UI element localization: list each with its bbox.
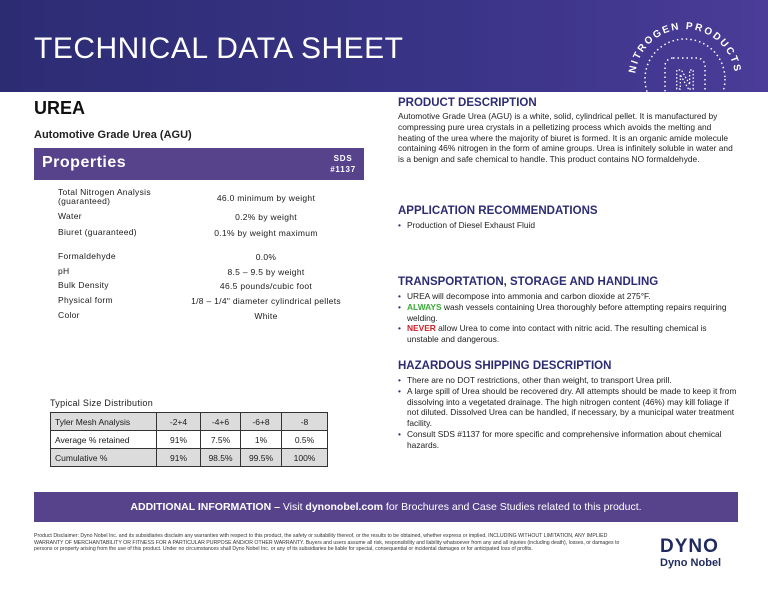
section-heading: PRODUCT DESCRIPTION xyxy=(398,97,537,109)
list-item: • There are no DOT restrictions, other than weight, to transport Urea prill. xyxy=(398,375,738,386)
always-emphasis: ALWAYS xyxy=(407,301,442,312)
property-value: White xyxy=(254,311,278,321)
list-item: • UREA will decompose into ammonia and carbon dioxide at 275°F. xyxy=(398,291,738,302)
table-cell: 0.5% xyxy=(282,431,328,449)
properties-bar xyxy=(34,148,364,180)
seal-arc-text: NITROGEN PRODUCTS xyxy=(627,20,743,75)
section-heading: HAZARDOUS SHIPPING DESCRIPTION xyxy=(398,360,612,372)
hazardous-list xyxy=(398,375,738,451)
list-item-text: wash vessels containing Urea thoroughly before attempting repairs requiring welding. xyxy=(407,301,727,323)
table-cell: 91% xyxy=(157,431,201,449)
section-heading: TRANSPORTATION, STORAGE AND HANDLING xyxy=(398,276,659,288)
table-cell: 7.5% xyxy=(201,431,241,449)
table-row xyxy=(51,431,328,449)
table-cell: 98.5% xyxy=(201,449,241,467)
additional-info-bar xyxy=(34,492,738,522)
property-value: 46.5 pounds/cubic foot xyxy=(219,281,313,291)
table-header-cell: -4+6 xyxy=(201,413,241,431)
list-item: • Consult SDS #1137 for more specific and comprehensive information about chemical hazards. xyxy=(398,429,738,451)
table-header-cell: Tyler Mesh Analysis xyxy=(51,413,157,431)
page-title: TECHNICAL DATA SHEET xyxy=(34,32,404,65)
additional-info-post: for Brochures and Case Studies related to this product. xyxy=(383,501,642,513)
property-label: pH xyxy=(58,266,70,276)
transport-list xyxy=(398,291,738,345)
property-value: 8.5 – 9.5 by weight xyxy=(227,267,305,277)
table-row xyxy=(51,449,328,467)
never-emphasis: NEVER xyxy=(407,323,436,334)
product-description-section xyxy=(398,97,738,165)
application-section xyxy=(398,205,738,231)
property-label: Color xyxy=(58,310,80,320)
application-list xyxy=(398,220,738,231)
table-cell: 1% xyxy=(241,431,282,449)
list-item: • A large spill of Urea should be recovered dry. All attempts should be made to keep it from dissolving into a vegetated drainage. The high nitrogen content (46%) may kill foliage if not diluted. Dissolved Urea can be handled, if necessary, by a municipal water treatment facility. xyxy=(398,386,738,429)
size-distribution-table xyxy=(50,412,328,467)
hazardous-section xyxy=(398,360,738,451)
table-cell: 100% xyxy=(282,449,328,467)
additional-info-lead: ADDITIONAL INFORMATION – xyxy=(130,501,280,513)
list-item-text: allow Urea to come into contact with nitric acid. The resulting chemical is unstable and dangerous. xyxy=(407,323,707,345)
table-row-label: Average % retained xyxy=(51,431,157,449)
section-heading: APPLICATION RECOMMENDATIONS xyxy=(398,205,598,217)
sds-label: SDS xyxy=(333,154,353,163)
table-header-cell: -2+4 xyxy=(157,413,201,431)
table-row-label: Cumulative % xyxy=(51,449,157,467)
list-item xyxy=(398,302,738,324)
header-banner xyxy=(0,0,768,95)
sds-number: #1137 xyxy=(330,165,356,174)
seal-symbol: N xyxy=(674,64,696,95)
nitrogen-products-seal-icon xyxy=(618,12,752,95)
transport-section xyxy=(398,276,738,345)
product-name: UREA xyxy=(34,98,86,118)
dyno-nobel-logo xyxy=(660,536,740,570)
table-header-cell: -6+8 xyxy=(241,413,282,431)
property-value: 1/8 – 1/4" diameter cylindrical pellets xyxy=(191,296,341,306)
properties-title: Properties xyxy=(42,154,127,171)
property-label: Physical form xyxy=(58,295,113,305)
property-label: Water xyxy=(58,211,82,221)
table-header-cell: -8 xyxy=(282,413,328,431)
property-label: Total Nitrogen Analysis (guaranteed) xyxy=(58,187,151,206)
property-value: 0.2% by weight xyxy=(235,212,297,222)
additional-info-pre: Visit xyxy=(279,501,306,513)
property-label: Bulk Density xyxy=(58,280,109,290)
sds-badge xyxy=(330,153,356,175)
logo-sub-text: Dyno Nobel xyxy=(660,557,722,569)
logo-main-text: DYNO xyxy=(660,536,719,557)
property-label: Biuret (guaranteed) xyxy=(58,227,137,237)
list-item xyxy=(398,323,738,345)
property-label: Formaldehyde xyxy=(58,251,116,261)
website-link[interactable]: dynonobel.com xyxy=(305,501,384,513)
additional-info-text xyxy=(34,492,738,522)
size-distribution-title: Typical Size Distribution xyxy=(50,398,154,408)
product-subtitle: Automotive Grade Urea (AGU) xyxy=(34,129,192,141)
property-value: 46.0 minimum by weight xyxy=(216,193,316,203)
property-value: 0.0% xyxy=(255,252,277,262)
property-value: 0.1% by weight maximum xyxy=(214,228,318,238)
list-item: • Production of Diesel Exhaust Fluid xyxy=(398,220,738,231)
table-cell: 91% xyxy=(157,449,201,467)
description-text: Automotive Grade Urea (AGU) is a white, solid, cylindrical pellet. It is manufactured by compressing pure urea crystals in a pelletizing process which avoids the melting and heating of the urea where the majority of biuret is formed. It is an organic amide molecule containing 46% nitrogen in the form of amine groups. Urea is infinitely soluble in water and is a benign and safe chemical to handle. This product contains NO formaldehyde. xyxy=(398,111,733,165)
product-heading xyxy=(34,98,364,141)
table-header-row xyxy=(51,413,328,431)
product-disclaimer: Product Disclaimer: Dyno Nobel Inc. and its subsidiaries disclaim any warranties with respect to this product, the safety or suitability thereof, or the results to be obtained, whether express or implied, INCLUDING WITHOUT LIMITATION, ANY IMPLIED WARRANTY OF MERCHANTABILITY OR FITNESS FOR A PARTICULAR PURPOSE AND/OR OTHER WARRANTY. Buyers and users assume all risk, responsibility and liability whatsoever from any and all injuries (including death), losses, or damages to persons or property arising from the use of this product. Under no circumstances shall Dyno Nobel Inc. or any of its subsidiaries be liable for special, consequential or incidental damages or for anticipated loss of profits. xyxy=(34,533,620,553)
table-cell: 99.5% xyxy=(241,449,282,467)
